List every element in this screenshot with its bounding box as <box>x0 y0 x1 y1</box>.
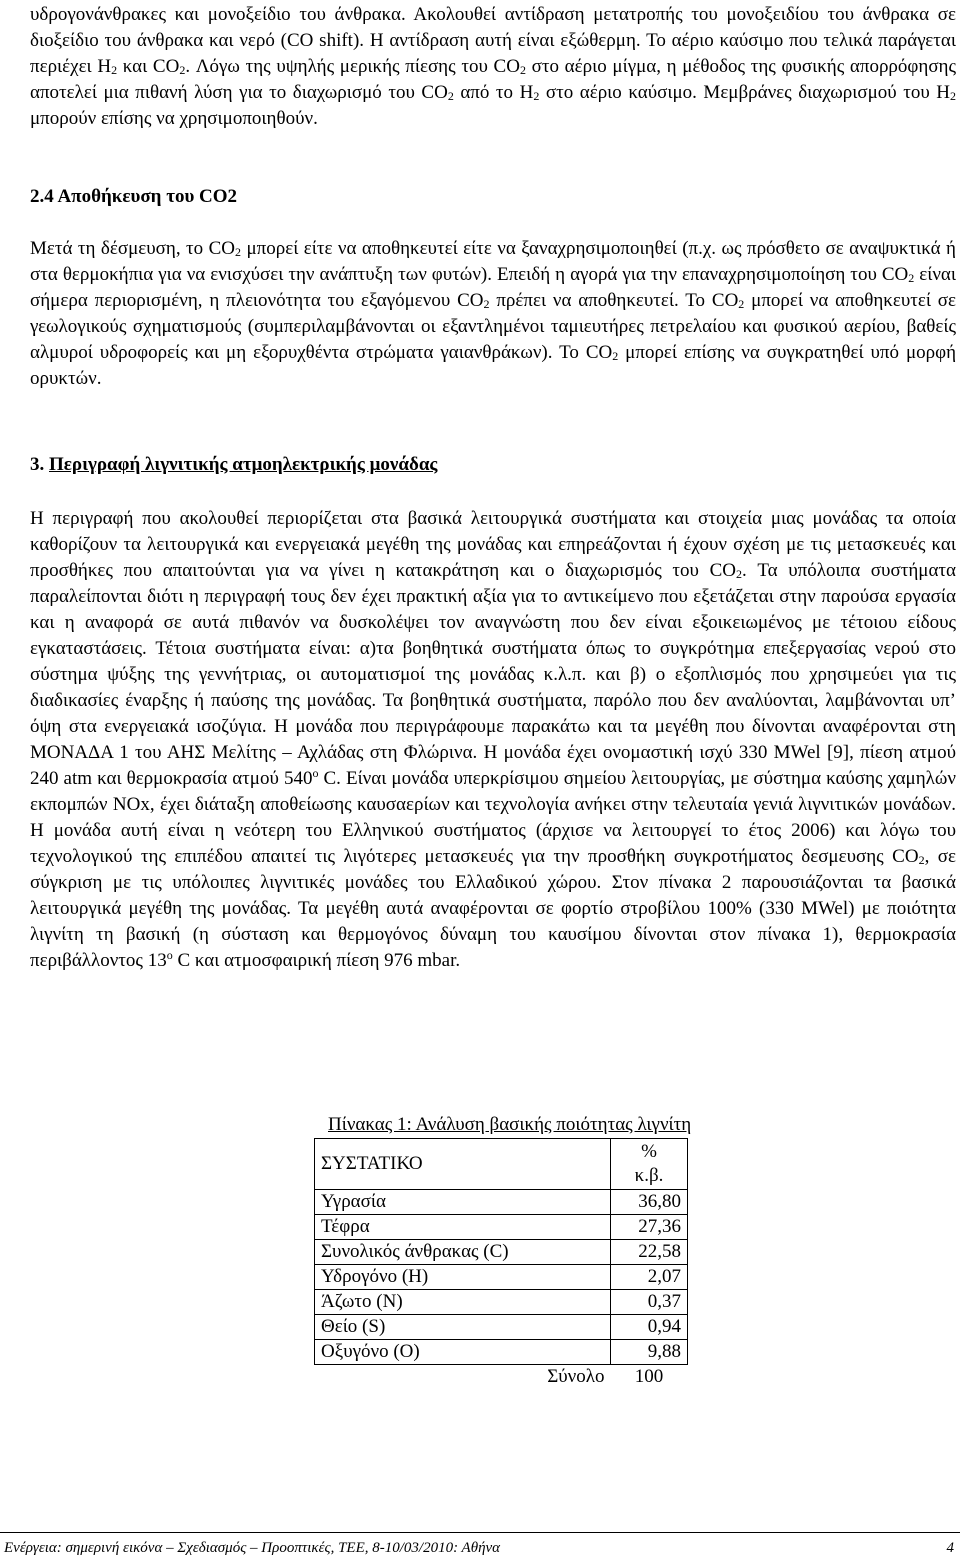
text-segment: μπορεί είτε να αποθηκευτεί είτε να ξαναχρησιμοποιηθεί (π.χ. ως πρόσθετο σε αναψυκτικά ή στα θερμοκήπια για να ενισχύσει την ανάπτυξη των φυτών). Επειδή η αγορά για την επαναχρησιμοποίηση του CO <box>30 238 956 285</box>
heading-text: Περιγραφή λιγνιτικής ατμοηλεκτρικής μονάδας <box>49 454 438 475</box>
text-segment: . Τα υπόλοιπα συστήματα παραλείπονται διότι η περιγραφή τους δεν έχει πρακτική αξία για το αντικείμενο που εξετάζεται στην παρούσα εργασία και η αναφορά σε αυτά πιθανόν να δυσκολέψει τον αναγνώστη που δεν είναι εξοικειωμένος με τέτοιου είδους εγκαταστάσεις. Τέτοια συστήματα είναι: α)τα βοηθητικά συστήματα όπως το συγκρότημα επεξεργασίας νερού στο σύστημα ψύξης της γεννήτριας, οι αυτοματισμοί της μονάδας κ.λ.π. και β) ο εξοπλισμός που χρησιμεύει για τις διαδικασίες έναρξης ή παύσης της μονάδας. Τα βοηθητικά συστήματα, παρόλο που δεν αναλύονται, λαμβάνονται υπ’ όψη στα ενεργειακά ισοζύγια. Η μονάδα που περιγράφουμε παρακάτω και τα μεγέθη που δίνονται αναφέρονται στη ΜΟΝΑΔΑ 1 του ΑΗΣ Μελίτης – Αχλάδας στη Φλώρινα. Η μονάδα έχει ονομαστική ισχύ 330 MWel [9], πίεση ατμού 240 atm και θερμοκρασία ατμού 540 <box>30 560 956 789</box>
subscript: 2 <box>179 63 186 77</box>
section-heading-plant-description <box>30 452 437 478</box>
row-value: 22,58 <box>611 1240 688 1265</box>
paragraph-plant-description <box>30 506 956 974</box>
header-unit-line1: % <box>641 1141 657 1162</box>
superscript: ο <box>166 948 173 962</box>
row-name: Άζωτο (N) <box>315 1290 611 1315</box>
row-name: Τέφρα <box>315 1215 611 1240</box>
subscript: 2 <box>950 89 957 103</box>
row-value: 2,07 <box>611 1265 688 1290</box>
text-segment: C και ατμοσφαιρική πίεση 976 mbar. <box>172 950 461 971</box>
header-component: ΣΥΣΤΑΤΙΚΟ <box>315 1139 611 1190</box>
text-segment: και CO <box>117 56 180 77</box>
subscript: 2 <box>111 63 118 77</box>
row-name: Θείο (S) <box>315 1315 611 1340</box>
heading-number: 3. <box>30 454 49 475</box>
table-header-row <box>315 1139 688 1190</box>
footer-divider <box>0 1532 960 1533</box>
page-number: 4 <box>946 1540 954 1556</box>
text-segment: Μετά τη δέσμευση, το CO <box>30 238 236 259</box>
header-unit <box>611 1139 688 1190</box>
row-name: Οξυγόνο (O) <box>315 1340 611 1365</box>
row-name: Συνολικός άνθρακας (C) <box>315 1240 611 1265</box>
table-row <box>315 1315 688 1340</box>
footer-text: Ενέργεια: σημερινή εικόνα – Σχεδιασμός – Προοπτικές, ΤΕΕ, 8-10/03/2010: Αθήνα <box>4 1540 501 1556</box>
table-row <box>315 1290 688 1315</box>
text-segment: από το Η <box>453 82 534 103</box>
row-name: Υδρογόνο (H) <box>315 1265 611 1290</box>
row-value: 9,88 <box>611 1340 688 1365</box>
subscript: 2 <box>483 297 490 311</box>
table-row <box>315 1240 688 1265</box>
row-name: Υγρασία <box>315 1190 611 1215</box>
heading-text: 2.4 Αποθήκευση του CO2 <box>30 186 238 207</box>
subscript: 2 <box>519 63 526 77</box>
text-segment: μπορεί επίσης να συγκρατηθεί υπό μορφή ορυκτών. <box>30 342 957 389</box>
total-value: 100 <box>634 1366 664 1387</box>
text-segment: στο αέριο μίγμα, η μέθοδος της φυσικής απορρόφησης αποτελεί μια πιθανή λύση για το διαχωρισμό του CO <box>30 56 957 103</box>
subscript: 2 <box>738 297 745 311</box>
text-segment: , σε σύγκριση με τις υπόλοιπες λιγνιτικές μονάδες του Ελλαδικού χώρου. Στον πίνακα 2 παρουσιάζονται τα βασικά λειτουργικά μεγέθη της μονάδας. Τα μεγέθη αυτά αναφέρονται σε φορτίο στροβίλου 100% (330 MWel) με ποιότητα λιγνίτη τη βασική (η σύσταση και θερμογόνος δύναμη του καυσίμου δίνονται στον πίνακα 1), θερμοκρασία περιβάλλοντος 13 <box>30 846 956 971</box>
paragraph-co2-storage <box>30 236 956 392</box>
table-row <box>315 1215 688 1240</box>
text-segment: μπορούν επίσης να χρησιμοποιηθούν. <box>30 108 318 129</box>
subscript: 2 <box>735 567 742 581</box>
row-value: 27,36 <box>611 1215 688 1240</box>
subscript: 2 <box>447 89 454 103</box>
text-segment: μπορεί να αποθηκευτεί σε γεωλογικούς σχηματισμούς (συμπεριλαμβάνονται οι εξαντλημένοι ταμιευτήρες πετρελαίου και φυσικού αερίου, βαθείς αλμυροί υδροφορείς και μη εξορυχθέντα στρώματα γαιανθράκων). Το CO <box>30 290 957 363</box>
subscript: 2 <box>612 349 619 363</box>
subscript: 2 <box>918 853 925 867</box>
row-value: 36,80 <box>611 1190 688 1215</box>
table-row <box>315 1190 688 1215</box>
text-segment: στο αέριο καύσιμο. Μεμβράνες διαχωρισμού του Η <box>539 82 951 103</box>
lignite-analysis-table <box>314 1138 688 1389</box>
table-total-row <box>315 1365 688 1390</box>
section-heading-co2-storage <box>30 184 237 210</box>
row-value: 0,37 <box>611 1290 688 1315</box>
text-segment: είναι σήμερα περιορισμένη, η πλειονότητα του εξαγόμενου CO <box>30 264 956 311</box>
text-segment: υδρογονάνθρακες και μονοξείδιο του άνθρακα. Ακολουθεί αντίδραση μετατροπής του μονοξειδίου του άνθρακα σε διοξείδιο του άνθρακα και νερό (CO shift). Η αντίδραση αυτή είναι εξώθερμη. Το αέριο καύσιμο που τελικά παράγεται περιέχει Η <box>30 4 956 77</box>
subscript: 2 <box>533 89 540 103</box>
text-segment: . Λόγω της υψηλής μερικής πίεσης του CO <box>185 56 520 77</box>
superscript: ο <box>312 766 319 780</box>
subscript: 2 <box>908 271 915 285</box>
subscript: 2 <box>235 245 242 259</box>
table-caption: Πίνακας 1: Ανάλυση βασικής ποιότητας λιγνίτη <box>328 1114 692 1135</box>
paragraph-gasification <box>30 2 956 132</box>
row-value: 0,94 <box>611 1315 688 1340</box>
text-segment: πρέπει να αποθηκευτεί. Το CO <box>489 290 739 311</box>
text-segment: C. Είναι μονάδα υπερκρίσιμου σημείου λειτουργίας, με σύστημα καύσης χαμηλών εκπομπών NOx, έχει διάταξη αποθείωσης καυσαερίων και τεχνολογία ανήκει στην τελευταία γενιά λιγνιτικών μονάδων. Η μονάδα αυτή είναι η νεότερη του Ελληνικού συστήματος (άρχισε να λειτουργεί το έτος 2006) και λόγω του τεχνολογικού της επιπέδου απαιτεί τις λιγότερες μετασκευές για την προσθήκη συγκροτήματος δεσμευσης CO <box>30 768 956 867</box>
table-row <box>315 1340 688 1365</box>
table-row <box>315 1265 688 1290</box>
text-segment: Η περιγραφή που ακολουθεί περιορίζεται στα βασικά λειτουργικά συστήματα και στοιχεία μιας μονάδας τα οποία καθορίζουν τα λειτουργικά και ενεργειακά μεγέθη της μονάδας και επηρεάζονται ή έχουν σχέση με τις μετασκευές και προσθήκες που απαιτούνται για να γίνει η κατακράτηση και ο διαχωρισμός του CO <box>30 508 956 581</box>
total-label: Σύνολο <box>547 1366 605 1387</box>
header-unit-line2: κ.β. <box>634 1165 664 1186</box>
